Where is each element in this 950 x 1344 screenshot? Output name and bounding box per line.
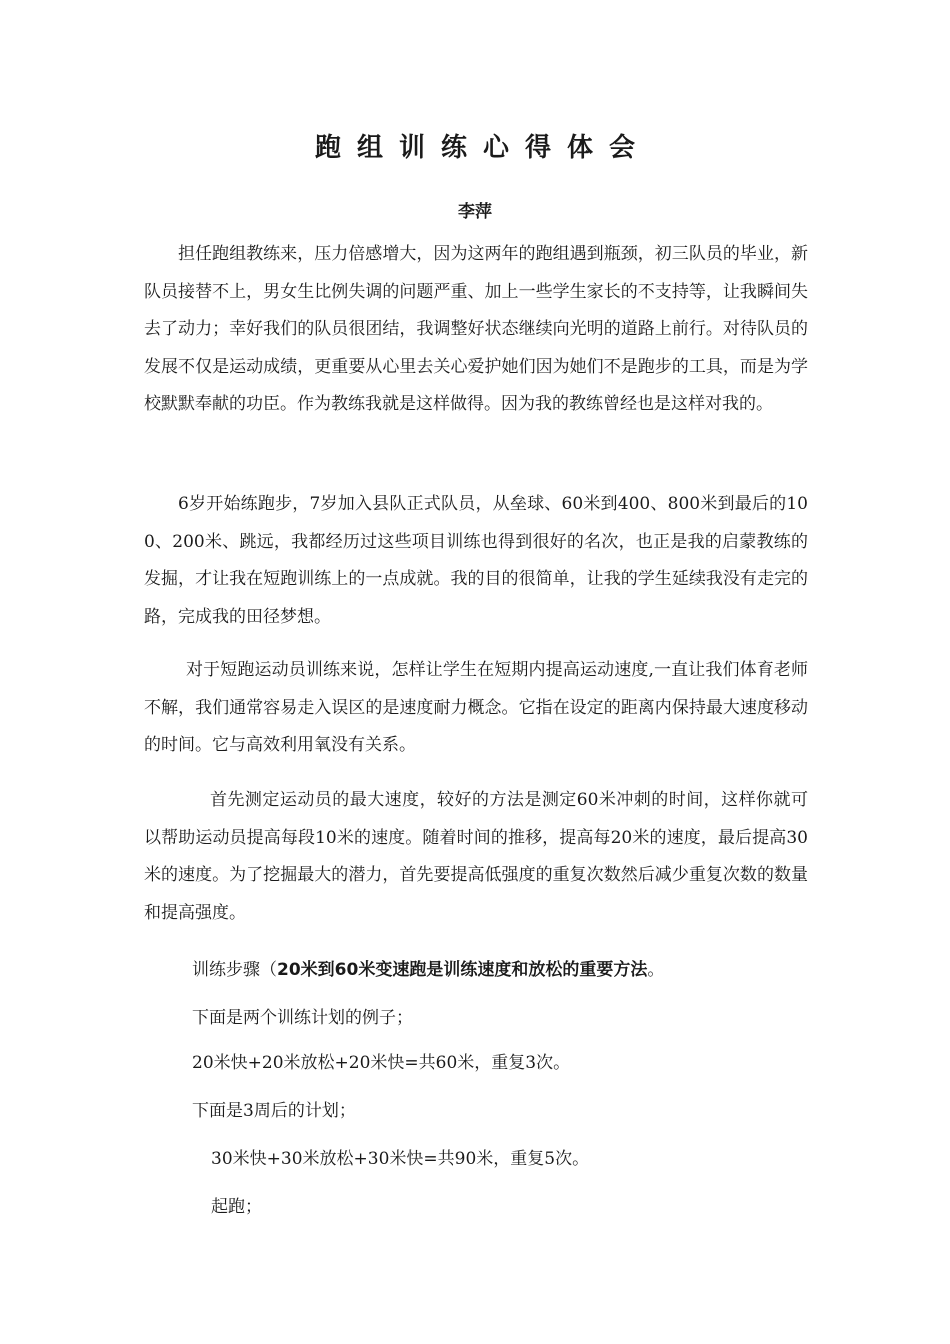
plan-intro-line: 下面是两个训练计划的例子； (192, 1008, 413, 1028)
training-steps-suffix: 。 (647, 960, 665, 980)
start-running-line: 起跑； (211, 1197, 262, 1217)
paragraph-2: 6岁开始练跑步，7岁加入县队正式队员，从垒球、60米到400、800米到最后的100、200米、跳远，我都经历过这些项目训练也得到很好的名次，也正是我的启蒙教练的发掘，才让我在短跑训练上的一点成就。我的目的很简单，让我的学生延续我没有走完的路，完成我的田径梦想。 (144, 494, 808, 627)
paragraph-3: 对于短跑运动员训练来说，怎样让学生在短期内提高运动速度,一直让我们体育老师不解，我们通常容易走入误区的是速度耐力概念。它指在设定的距离内保持最大速度移动的时间。它与高效利用氧没有关系。 (144, 660, 808, 755)
document-title: 跑组训练心得体会 (314, 133, 651, 163)
training-steps-prefix: 训练步骤（ (192, 960, 277, 980)
training-steps-line (192, 957, 664, 983)
training-steps-bold: 20米到60米变速跑是训练速度和放松的重要方法 (277, 960, 648, 980)
plan-2-line: 30米快+30米放松+30米快=共90米，重复5次。 (211, 1149, 590, 1169)
paragraph-4: 首先测定运动员的最大速度，较好的方法是测定60米冲刺的时间，这样你就可以帮助运动员提高每段10米的速度。随着时间的推移，提高每20米的速度，最后提高30米的速度。为了挖掘最大的潜力，首先要提高低强度的重复次数然后减少重复次数的数量和提高强度。 (144, 790, 808, 923)
paragraph-1: 担任跑组教练来，压力倍感增大，因为这两年的跑组遇到瓶颈，初三队员的毕业，新队员接替不上，男女生比例失调的问题严重、加上一些学生家长的不支持等，让我瞬间失去了动力；幸好我们的队员很团结，我调整好状态继续向光明的道路上前行。对待队员的发展不仅是运动成绩，更重要从心里去关心爱护她们因为她们不是跑步的工具，而是为学校默默奉献的功臣。作为教练我就是这样做得。因为我的教练曾经也是这样对我的。 (144, 244, 808, 414)
plan-later-intro-line: 下面是3周后的计划； (192, 1101, 356, 1121)
plan-1-line: 20米快+20米放松+20米快=共60米，重复3次。 (192, 1053, 571, 1073)
document-author: 李萍 (458, 202, 492, 222)
